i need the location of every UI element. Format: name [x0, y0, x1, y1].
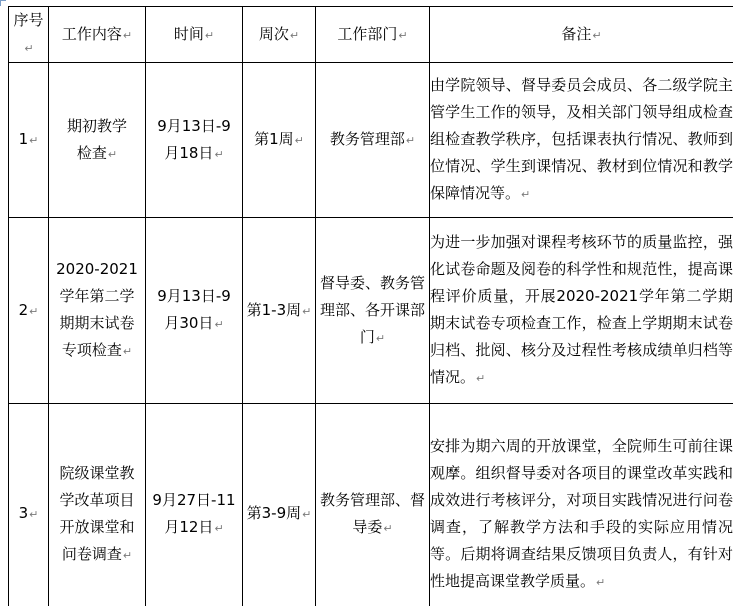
table-header-row [9, 7, 733, 63]
header-index: 序号↵ [9, 7, 49, 63]
table-row [9, 404, 733, 606]
table-row [9, 63, 733, 218]
cell-time: 9月13日-9月18日↵ [146, 63, 243, 218]
cell-index: 3↵ [9, 404, 49, 606]
cell-week: 第1周↵ [243, 63, 316, 218]
header-department: 工作部门↵ [316, 7, 430, 63]
cell-note: 由学院领导、督导委员会成员、各二级学院主管学生工作的领导，及相关部门领导组成检查组检查教学秩序，包括课表执行情况、教师到位情况、学生到课情况、教材到位情况和教学保障情况等。↵ [430, 63, 733, 218]
cell-index: 2↵ [9, 218, 49, 404]
table-row [9, 218, 733, 404]
cell-department: 教务管理部↵ [316, 63, 430, 218]
cell-note: 安排为期六周的开放课堂，全院师生可前往课观摩。组织督导委对各项目的课堂改革实践和成效进行考核评分，对项目实践情况进行问卷调查，了解教学方法和手段的实际应用情况等。后期将调查结果反馈项目负责人，有针对性地提高课堂教学质量。↵ [430, 404, 733, 606]
schedule-table [8, 6, 733, 606]
header-note: 备注↵ [430, 7, 733, 63]
cell-department: 督导委、教务管理部、各开课部门↵ [316, 218, 430, 404]
cell-index: 1↵ [9, 63, 49, 218]
cell-note: 为进一步加强对课程考核环节的质量监控，强化试卷命题及阅卷的科学性和规范性，提高课程评价质量，开展2020-2021学年第二学期期末试卷专项检查工作，检查上学期期末试卷归档、批阅、核分及过程性考核成绩单归档等情况。↵ [430, 218, 733, 404]
cell-content: 2020-2021学年第二学期期末试卷专项检查↵ [49, 218, 146, 404]
header-content: 工作内容↵ [49, 7, 146, 63]
table-anchor-icon [0, 0, 6, 6]
header-week: 周次↵ [243, 7, 316, 63]
cell-content: 期初教学检查↵ [49, 63, 146, 218]
cell-content: 院级课堂教学改革项目开放课堂和问卷调查↵ [49, 404, 146, 606]
cell-week: 第3-9周↵ [243, 404, 316, 606]
cell-week: 第1-3周↵ [243, 218, 316, 404]
cell-time: 9月27日-11月12日↵ [146, 404, 243, 606]
cell-department: 教务管理部、督导委↵ [316, 404, 430, 606]
cell-time: 9月13日-9月30日↵ [146, 218, 243, 404]
header-time: 时间↵ [146, 7, 243, 63]
